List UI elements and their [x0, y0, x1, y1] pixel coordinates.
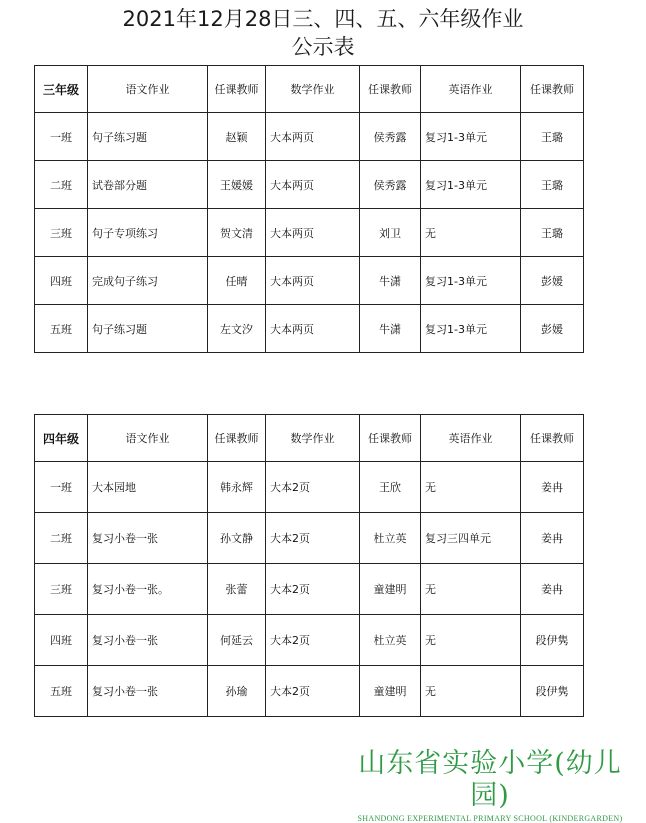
header-english-homework: 英语作业 [421, 66, 521, 113]
english-homework-cell: 无 [421, 564, 521, 615]
math-homework-cell: 大本2页 [266, 462, 360, 513]
table-row [35, 564, 584, 615]
header-math-homework: 数学作业 [266, 415, 360, 462]
teacher-cell: 侯秀露 [360, 113, 421, 161]
math-homework-cell: 大本两页 [266, 305, 360, 353]
class-cell: 五班 [35, 666, 88, 717]
header-chinese-homework: 语文作业 [88, 415, 208, 462]
math-homework-cell: 大本2页 [266, 513, 360, 564]
page-subtitle: 公示表 [291, 35, 355, 59]
school-name-english: SHANDONG EXPERIMENTAL PRIMARY SCHOOL (KINDERGARDEN) [357, 814, 623, 823]
teacher-cell: 牛潇 [360, 257, 421, 305]
grade3-homework-table [34, 65, 584, 353]
chinese-homework-cell: 复习小卷一张。 [88, 564, 208, 615]
table-row [35, 257, 584, 305]
header-teacher: 任课教师 [521, 415, 584, 462]
chinese-homework-cell: 复习小卷一张 [88, 615, 208, 666]
table-row [35, 513, 584, 564]
table-row [35, 666, 584, 717]
teacher-cell: 童建明 [360, 666, 421, 717]
teacher-cell: 童建明 [360, 564, 421, 615]
math-homework-cell: 大本两页 [266, 257, 360, 305]
teacher-cell: 王媛媛 [208, 161, 266, 209]
math-homework-cell: 大本2页 [266, 615, 360, 666]
table-row [35, 209, 584, 257]
table-row [35, 462, 584, 513]
english-homework-cell: 无 [421, 462, 521, 513]
grade-label: 四年级 [35, 415, 88, 462]
header-teacher: 任课教师 [360, 415, 421, 462]
class-cell: 三班 [35, 209, 88, 257]
class-cell: 四班 [35, 257, 88, 305]
english-homework-cell: 复习三四单元 [421, 513, 521, 564]
english-homework-cell: 无 [421, 209, 521, 257]
teacher-cell: 彭媛 [521, 257, 584, 305]
chinese-homework-cell: 句子练习题 [88, 305, 208, 353]
teacher-cell: 赵颖 [208, 113, 266, 161]
page-title: 2021年12月28日三、四、五、六年级作业 [122, 7, 524, 31]
chinese-homework-cell: 复习小卷一张 [88, 666, 208, 717]
teacher-cell: 孙瑜 [208, 666, 266, 717]
class-cell: 一班 [35, 462, 88, 513]
math-homework-cell: 大本两页 [266, 161, 360, 209]
teacher-cell: 侯秀露 [360, 161, 421, 209]
chinese-homework-cell: 复习小卷一张 [88, 513, 208, 564]
teacher-cell: 王璐 [521, 113, 584, 161]
math-homework-cell: 大本两页 [266, 209, 360, 257]
teacher-cell: 牛潇 [360, 305, 421, 353]
table-row [35, 161, 584, 209]
teacher-cell: 段伊隽 [521, 666, 584, 717]
teacher-cell: 杜立英 [360, 513, 421, 564]
table-row [35, 113, 584, 161]
english-homework-cell: 复习1-3单元 [421, 113, 521, 161]
teacher-cell: 杜立英 [360, 615, 421, 666]
teacher-cell: 孙文静 [208, 513, 266, 564]
table-header-row [35, 66, 584, 113]
chinese-homework-cell: 句子专项练习 [88, 209, 208, 257]
teacher-cell: 刘卫 [360, 209, 421, 257]
teacher-cell: 左文汐 [208, 305, 266, 353]
teacher-cell: 姜冉 [521, 564, 584, 615]
teacher-cell: 贺文清 [208, 209, 266, 257]
teacher-cell: 韩永辉 [208, 462, 266, 513]
english-homework-cell: 无 [421, 666, 521, 717]
teacher-cell: 何延云 [208, 615, 266, 666]
teacher-cell: 王欣 [360, 462, 421, 513]
table-row [35, 305, 584, 353]
header-teacher: 任课教师 [208, 66, 266, 113]
teacher-cell: 姜冉 [521, 513, 584, 564]
english-homework-cell: 无 [421, 615, 521, 666]
english-homework-cell: 复习1-3单元 [421, 161, 521, 209]
table-header-row [35, 415, 584, 462]
school-name-chinese: 山东省实验小学(幼儿园) [358, 748, 622, 811]
teacher-cell: 王璐 [521, 161, 584, 209]
english-homework-cell: 复习1-3单元 [421, 257, 521, 305]
class-cell: 一班 [35, 113, 88, 161]
header-teacher: 任课教师 [521, 66, 584, 113]
class-cell: 四班 [35, 615, 88, 666]
teacher-cell: 彭媛 [521, 305, 584, 353]
math-homework-cell: 大本2页 [266, 666, 360, 717]
chinese-homework-cell: 试卷部分题 [88, 161, 208, 209]
class-cell: 二班 [35, 161, 88, 209]
chinese-homework-cell: 完成句子练习 [88, 257, 208, 305]
table-row [35, 615, 584, 666]
header-chinese-homework: 语文作业 [88, 66, 208, 113]
english-homework-cell: 复习1-3单元 [421, 305, 521, 353]
teacher-cell: 张蕾 [208, 564, 266, 615]
class-cell: 三班 [35, 564, 88, 615]
class-cell: 二班 [35, 513, 88, 564]
teacher-cell: 段伊隽 [521, 615, 584, 666]
header-teacher: 任课教师 [360, 66, 421, 113]
school-logo-watermark [340, 748, 640, 823]
chinese-homework-cell: 大本园地 [88, 462, 208, 513]
math-homework-cell: 大本2页 [266, 564, 360, 615]
math-homework-cell: 大本两页 [266, 113, 360, 161]
chinese-homework-cell: 句子练习题 [88, 113, 208, 161]
grade4-homework-table [34, 414, 584, 717]
teacher-cell: 姜冉 [521, 462, 584, 513]
teacher-cell: 任晴 [208, 257, 266, 305]
header-math-homework: 数学作业 [266, 66, 360, 113]
grade-label: 三年级 [35, 66, 88, 113]
teacher-cell: 王璐 [521, 209, 584, 257]
header-teacher: 任课教师 [208, 415, 266, 462]
header-english-homework: 英语作业 [421, 415, 521, 462]
class-cell: 五班 [35, 305, 88, 353]
